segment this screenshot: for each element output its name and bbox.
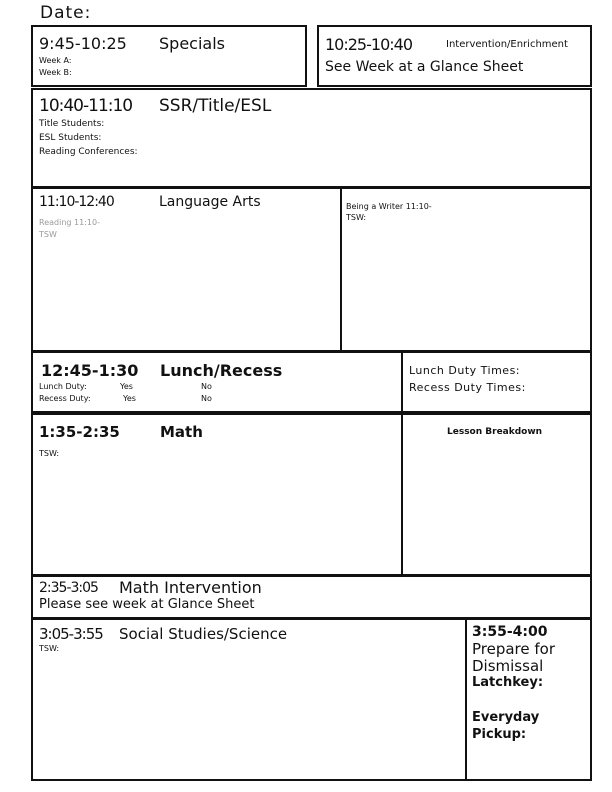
recess-duty-no: No [201, 394, 212, 403]
intervention-note: See Week at a Glance Sheet [325, 59, 524, 75]
lunch-duty-no: No [201, 382, 212, 391]
writer-tsw: TSW: [346, 213, 367, 222]
everyday-label: Everyday [472, 710, 540, 725]
specials-block [31, 25, 307, 87]
intervention-title: Intervention/Enrichment [446, 39, 568, 50]
writer-label: Being a Writer 11:10- [346, 202, 432, 211]
dismissal-line1: Prepare for [472, 640, 556, 658]
latchkey-label: Latchkey: [472, 675, 544, 690]
lesson-breakdown-label: Lesson Breakdown [447, 427, 543, 437]
ssr-esl-students: ESL Students: [39, 133, 102, 143]
lunch-block [31, 351, 403, 413]
lunch-duty-times: Lunch Duty Times: [409, 364, 521, 377]
recess-duty-times: Recess Duty Times: [409, 381, 526, 394]
specials-time: 9:45-10:25 [39, 34, 127, 53]
math-intervention-title: Math Intervention [119, 578, 262, 597]
language-arts-block [31, 187, 342, 352]
specials-week-a: Week A: [39, 56, 72, 65]
specials-week-b: Week B: [39, 68, 72, 77]
dismissal-line2: Dismissal [472, 657, 544, 675]
math-time: 1:35-2:35 [39, 423, 120, 441]
writer-block [340, 187, 592, 352]
intervention-time: 10:25-10:40 [325, 35, 412, 54]
ssr-time: 10:40-11:10 [39, 96, 133, 116]
math-intervention-note: Please see week at Glance Sheet [39, 597, 255, 612]
social-studies-time: 3:05-3:55 [39, 625, 103, 643]
lunch-duty-label: Lunch Duty: [39, 382, 87, 391]
dismissal-time: 3:55-4:00 [472, 624, 548, 640]
recess-duty-yes: Yes [123, 394, 136, 403]
math-tsw: TSW: [39, 449, 60, 458]
date-label: Date: [40, 3, 92, 23]
duty-times-block [401, 351, 592, 413]
math-intervention-time: 2:35-3:05 [39, 580, 98, 596]
math-block [31, 413, 403, 576]
pickup-label: Pickup: [472, 727, 527, 742]
lesson-breakdown-block [401, 413, 592, 576]
social-studies-tsw: TSW: [39, 644, 60, 653]
math-intervention-block [31, 575, 592, 619]
lunch-title: Lunch/Recess [160, 361, 283, 380]
language-arts-title: Language Arts [159, 194, 261, 210]
social-studies-title: Social Studies/Science [119, 625, 288, 643]
recess-duty-label: Recess Duty: [39, 394, 91, 403]
specials-title: Specials [159, 34, 225, 53]
social-studies-block [31, 618, 467, 781]
reading-label: Reading 11:10- [39, 218, 100, 227]
language-arts-time: 11:10-12:40 [39, 194, 114, 210]
ssr-reading-conferences: Reading Conferences: [39, 147, 138, 157]
ssr-title-students: Title Students: [39, 119, 105, 129]
ssr-block [31, 88, 592, 188]
dismissal-block [465, 618, 592, 781]
reading-tsw: TSW [39, 230, 57, 239]
ssr-title: SSR/Title/ESL [159, 96, 272, 116]
intervention-block [317, 25, 592, 87]
lunch-duty-yes: Yes [120, 382, 133, 391]
lunch-time: 12:45-1:30 [41, 361, 139, 380]
math-title: Math [160, 423, 203, 441]
